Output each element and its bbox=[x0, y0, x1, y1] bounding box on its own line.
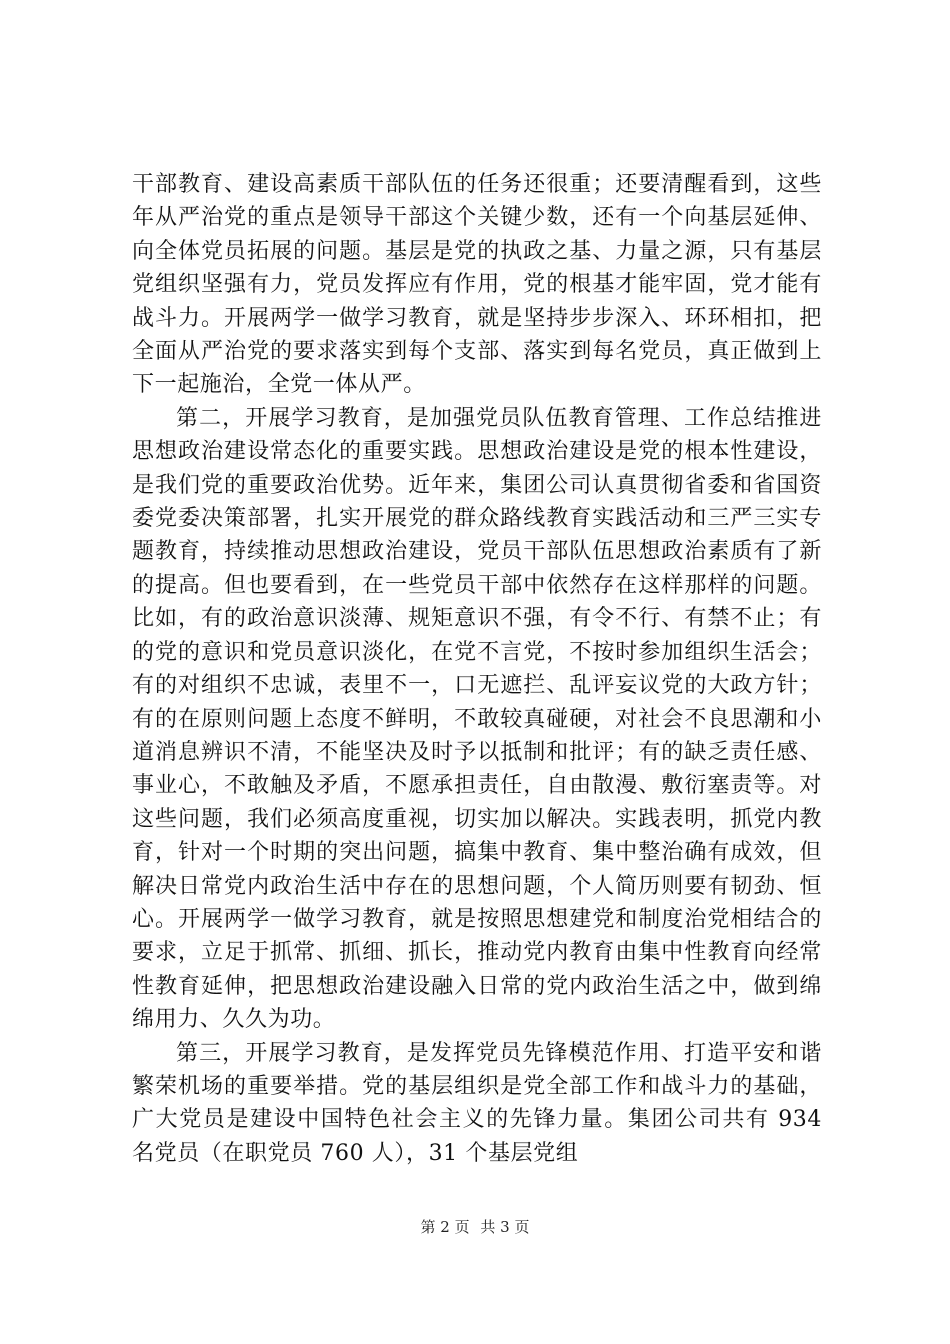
page-number: 第 2 页 bbox=[420, 1218, 470, 1236]
paragraph-1: 干部教育、建设高素质干部队伍的任务还很重；还要清醒看到，这些年从严治党的重点是领导干部这个关键少数，还有一个向基层延伸、向全体党员拓展的问题。基层是党的执政之基、力量之源，只有基层党组织坚强有力，党员发挥应有作用，党的根基才能牢固，党才能有战斗力。开展两学一做学习教育，就是坚持步步深入、环环相扣，把全面从严治党的要求落实到每个支部、落实到每名党员，真正做到上下一起施治，全党一体从严。 bbox=[132, 172, 822, 398]
total-pages: 共 3 页 bbox=[480, 1218, 530, 1236]
page-footer bbox=[0, 1217, 950, 1237]
paragraph-2: 第二，开展学习教育，是加强党员队伍教育管理、工作总结推进思想政治建设常态化的重要实践。思想政治建设是党的根本性建设，是我们党的重要政治优势。近年来，集团公司认真贯彻省委和省国资委党委决策部署，扎实开展党的群众路线教育实践活动和三严三实专题教育，持续推动思想政治建设，党员干部队伍思想政治素质有了新的提高。但也要看到，在一些党员干部中依然存在这样那样的问题。比如，有的政治意识淡薄、规矩意识不强，有令不行、有禁不止；有的党的意识和党员意识淡化，在党不言党，不按时参加组织生活会；有的对组织不忠诚，表里不一，口无遮拦、乱评妄议党的大政方针；有的在原则问题上态度不鲜明，不敢较真碰硬，对社会不良思潮和小道消息辨识不清，不能坚决及时予以抵制和批评；有的缺乏责任感、事业心，不敢触及矛盾，不愿承担责任，自由散漫、敷衍塞责等。对这些问题，我们必须高度重视，切实加以解决。实践表明，抓党内教育，针对一个时期的突出问题，搞集中教育、集中整治确有成效，但解决日常党内政治生活中存在的思想问题，个人简历则要有韧劲、恒心。开展两学一做学习教育，就是按照思想建党和制度治党相结合的要求，立足于抓常、抓细、抓长，推动党内教育由集中性教育向经常性教育延伸，把思想政治建设融入日常的党内政治生活之中，做到绵绵用力、久久为功。 bbox=[132, 405, 822, 1033]
paragraph-3: 第三，开展学习教育，是发挥党员先锋模范作用、打造平安和谐繁荣机场的重要举措。党的基层组织是党全部工作和战斗力的基础，广大党员是建设中国特色社会主义的先锋力量。集团公司共有 934 名党员（在职党员 760 人），31 个基层党组 bbox=[132, 1040, 822, 1166]
document-body bbox=[132, 168, 822, 1170]
